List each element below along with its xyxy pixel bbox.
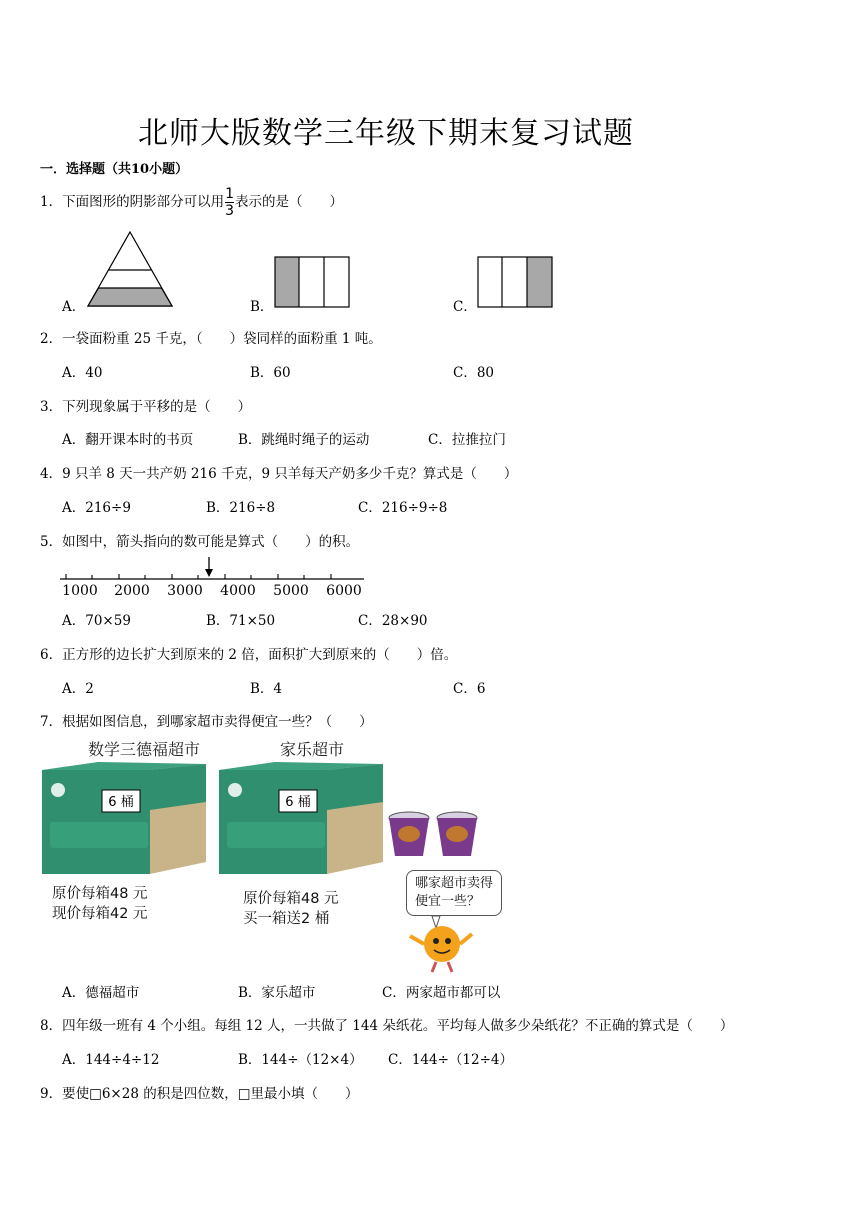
fraction-denominator: 3 [225,203,235,219]
rectangle-figure-c [477,256,553,308]
q3-option-b: B．跳绳时绳子的运动 [238,432,370,448]
store-2-price: 原价每箱48 元 买一箱送2 桶 [243,891,339,927]
q5-option-a: A．70×59 [62,613,131,629]
tick-label-2000: 2000 [114,583,150,599]
q8-option-a: A．144÷4÷12 [62,1052,160,1068]
question-5: 5．如图中，箭头指向的数可能是算式（ ）的积。 [40,534,360,550]
noodle-box-icon [219,762,387,874]
fraction-numerator: 1 [225,186,235,202]
q4-option-b: B．216÷8 [206,500,276,516]
orange-mascot-icon [402,914,482,974]
q7-option-a: A．德福超市 [62,985,140,1001]
q6-option-b: B．4 [250,681,283,697]
tick-label-6000: 6000 [326,583,362,599]
number-line [58,555,368,599]
question-6: 6．正方形的边长扩大到原来的 2 倍，面积扩大到原来的（ ）倍。 [40,647,458,663]
q3-option-a: A．翻开课本时的书页 [62,432,194,448]
down-arrow-icon [205,557,213,577]
q1-option-c-label: C． [453,299,477,315]
triangle-shaded-part [88,288,172,306]
section-heading: 一．选择题（共10小题） [40,162,189,177]
q1-text-pre: 1．下面图形的阴影部分可以用 [40,194,225,210]
store-2-box-label: 6 桶 [285,795,311,810]
q2-option-c: C．80 [453,365,495,381]
fraction-one-third [225,187,234,218]
tick-label-1000: 1000 [62,583,98,599]
triangle-figure [86,230,174,308]
q4-option-a: A．216÷9 [62,500,131,516]
q2-option-a: A．40 [62,365,103,381]
question-7: 7．根据如图信息，到哪家超市卖得便宜一些？（ ） [40,714,373,730]
question-2: 2．一袋面粉重 25 千克，（ ）袋同样的面粉重 1 吨。 [40,331,382,347]
store-1-box-label: 6 桶 [108,795,134,810]
q8-option-c: C．144÷（12÷4） [388,1052,513,1068]
question-8: 8．四年级一班有 4 个小组。每组 12 人，一共做了 144 朵纸花。平均每人做多少朵纸花？不正确的算式是（ ） [40,1018,734,1034]
number-line-ticks [66,574,331,579]
q2-option-b: B．60 [250,365,291,381]
q1-option-a-label: A． [62,299,86,315]
question-9: 9．要使□6×28 的积是四位数，□里最小填（ ） [40,1086,359,1102]
q6-option-c: C．6 [453,681,486,697]
q5-option-c: C．28×90 [358,613,428,629]
noodle-cups-icon [386,810,482,860]
question-1 [40,187,343,218]
q1-option-b-label: B． [250,299,274,315]
question-3: 3．下列现象属于平移的是（ ） [40,399,252,415]
noodle-box-icon [42,762,210,874]
tick-label-5000: 5000 [273,583,309,599]
rectangle-figure-b [274,256,350,308]
q6-option-a: A．2 [62,681,94,697]
page-title: 北师大版数学三年级下期末复习试题 [138,116,634,151]
q3-option-c: C．拉推拉门 [428,432,506,448]
q1-text-post: 表示的是（ ） [235,194,344,210]
tick-label-4000: 4000 [220,583,256,599]
q5-option-b: B．71×50 [206,613,276,629]
store-1-price: 原价每箱48 元 现价每箱42 元 [52,886,148,922]
store-2-name: 家乐超市 [280,740,345,759]
q8-option-b: B．144÷（12×4） [238,1052,363,1068]
store-1-name: 数学三德福超市 [88,740,201,759]
q7-option-b: B．家乐超市 [238,985,316,1001]
speech-bubble: 哪家超市卖得 便宜一些？ [406,870,502,916]
tick-label-3000: 3000 [167,583,203,599]
q7-option-c: C．两家超市都可以 [382,985,501,1001]
question-4: 4．9 只羊 8 天一共产奶 216 千克，9 只羊每天产奶多少千克？算式是（ ） [40,466,518,482]
q4-option-c: C．216÷9÷8 [358,500,448,516]
